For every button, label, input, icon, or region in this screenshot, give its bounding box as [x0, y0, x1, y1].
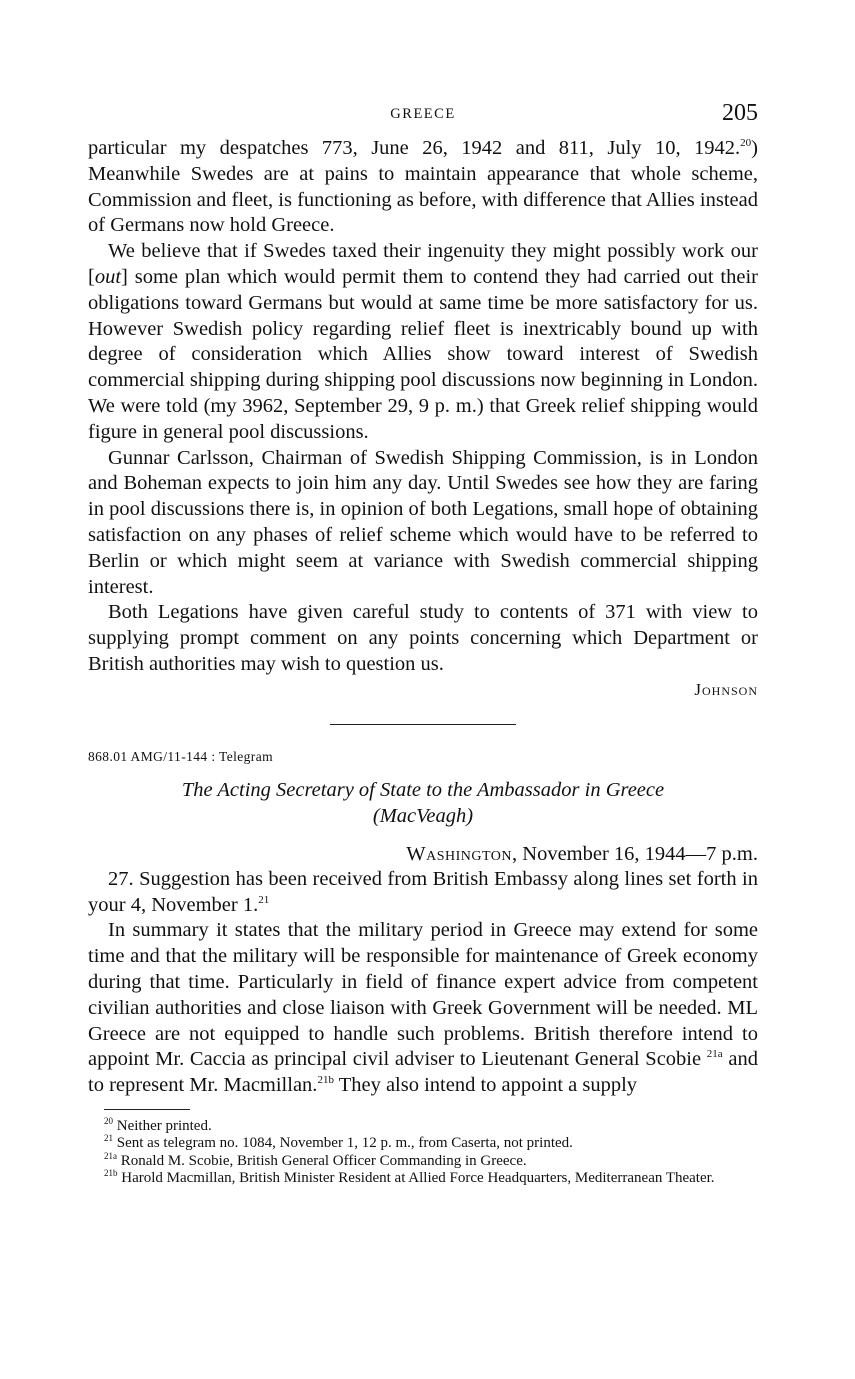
paragraph: Both Legations have given careful study to contents of 371 with view to supplying prompt comment on any points concerning which Department or British authorities may wish to question us. [88, 601, 758, 675]
footnote-ref: 21a [706, 1048, 723, 1061]
document-page [88, 100, 758, 1188]
footnote-divider [104, 1109, 190, 1110]
paragraph-continued: particular my despatches 773, June 26, 1942 and 811, July 10, 1942.20) Meanwhile Swedes are at pains to maintain appearance that whole scheme, Commission and fleet, is functioning as before, with difference that Allies instead of Germans now hold Greece. [88, 137, 758, 237]
footnote-ref: 20 [740, 137, 752, 150]
footnote: $^{21a}$ Ronald M. Scobie, British General Officer Commanding in Greece. [104, 1150, 527, 1169]
page-number: 205 [722, 100, 758, 126]
paragraph: 27. Suggestion has been received from British Embassy along lines set forth in your 4, November 1.21 [88, 867, 758, 916]
running-head: GREECE [390, 106, 456, 122]
footnote: $^{21}$ Sent as telegram no. 1084, November 1, 12 p. m., from Caserta, not printed. [104, 1133, 573, 1152]
footnote: $^{21b}$ Harold Macmillan, British Minister Resident at Allied Force Headquarters, Mediterranean Theater. [104, 1168, 715, 1187]
signature: Johnson [694, 679, 758, 699]
footnote-ref: 21b [317, 1074, 334, 1087]
page-header [88, 100, 758, 136]
paragraph: In summary it states that the military period in Greece may extend for some time and that the military will be responsible for maintenance of Greek economy during that time. Particularly in field of finance expert advice from competent civilian authorities and close liaison with Greek Government will be needed. ML Greece are not equipped to handle such problems. British therefore intend to appoint Mr. Caccia as principal civil adviser to Lieutenant General Scobie $^{21a}$ and to represent Mr. Macmillan.$^{21b}$ They also intend to appoint a supply [88, 919, 758, 1097]
document-reference: 868.01 AMG/11-144 : Telegram [88, 748, 273, 764]
footnote-ref: 21 [258, 893, 270, 906]
dateline: Washington, November 16, 1944—7 p.m. [406, 842, 758, 865]
paragraph: We believe that if Swedes taxed their ingenuity they might possibly work our [out] some plan which would permit them to contend they had carried out their obligations toward Germans but would at same time be more satisfactory for us. However Swedish policy regarding relief fleet is inextricably bound up with degree of consideration which Allies show toward interest of Swedish commercial shipping during shipping pool discussions now beginning in London. We were told (my 3962, September 29, 9 p. m.) that Greek relief shipping would figure in general pool discussions. [88, 240, 758, 443]
section-divider [330, 724, 516, 725]
footnotes [88, 1115, 758, 1188]
document-title: The Acting Secretary of State to the Ambassador in Greece (MacVeagh) [181, 778, 665, 827]
paragraph: Gunnar Carlsson, Chairman of Swedish Shipping Commission, is in London and Boheman expects to join him any day. Until Swedes see how they are faring in pool discussions there is, in opinion of both Legations, small hope of obtaining satisfaction on any phases of relief scheme which would have to be referred to Berlin or which might seem at variance with Swedish commercial shipping interest. [88, 446, 758, 598]
footnote: $^{20}$ Neither printed. [104, 1115, 212, 1134]
